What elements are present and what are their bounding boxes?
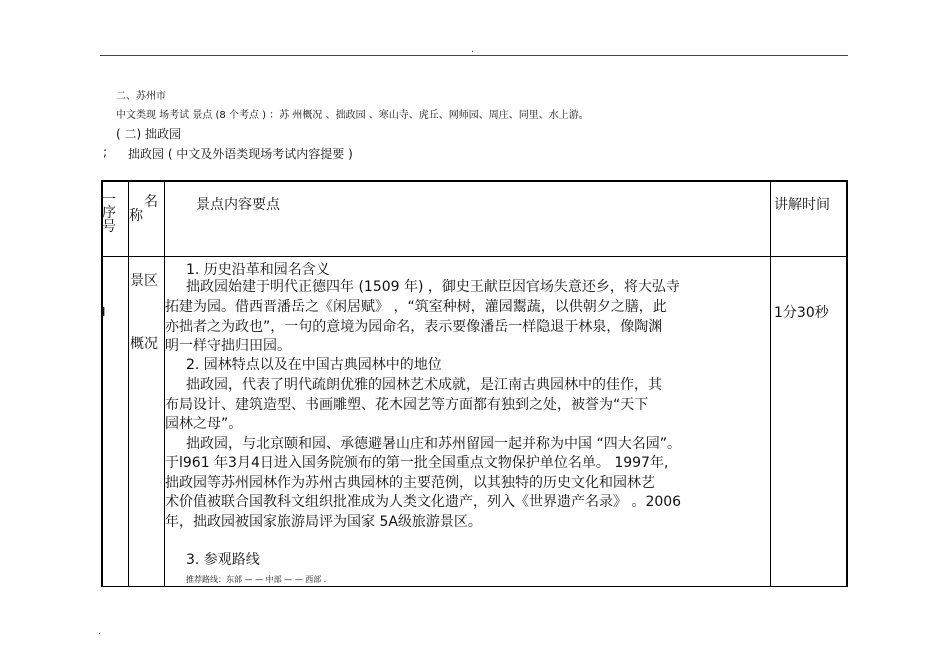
col-divider-content <box>770 182 771 586</box>
content-line: 推荐路线：东部 — — 中部 — — 西部 . <box>186 575 327 584</box>
content-line: 3. 参观路线 <box>186 552 260 568</box>
header-dot: . <box>471 44 475 55</box>
content-line: 拙政园等苏州园林作为苏州古典园林的主要范例，以其独特的历史文化和园林艺 <box>165 475 655 491</box>
table-right-border <box>846 180 848 587</box>
content-line: 布局设计、建筑造型、书画雕塑、花木园艺等方面都有独到之处，被誉为“天下 <box>165 397 649 413</box>
header-index-c: 号 <box>102 219 116 235</box>
content-line: 年，拙政园被国家旅游局评为国家 5A级旅游景区。 <box>165 514 482 530</box>
table-bottom-border <box>101 586 848 587</box>
table-left-border <box>101 180 106 587</box>
content-line: 拙政园，代表了明代疏朗优雅的园林艺术成就，是江南古典园林中的佳作，其 <box>186 377 662 393</box>
row-name-bottom: 概况 <box>130 336 158 352</box>
header-rule <box>100 55 848 56</box>
header-name-a: 名 <box>144 194 158 210</box>
content-line: 于l961 年3月4日进入国务院颁布的第一批全国重点文物保护单位名单。 1997年, <box>165 455 669 471</box>
header-index-a: 一 <box>102 192 116 208</box>
semicolon-mark: ; <box>103 145 108 159</box>
content-line: 术价值被联合国教科文组织批准成为人类文化遗产，列入《世界遗产名录》 。2006 <box>165 494 682 510</box>
header-separator <box>101 256 847 257</box>
header-name-b: 称 <box>129 208 143 224</box>
content-line: 拙政园始建于明代正德四年 (1509 年) ，御史王献臣因官场失意还乡，将大弘寺 <box>186 279 680 295</box>
content-line: 拙政园，与北京颐和园、承德避暑山庄和苏州留园一起并称为中国 “四大名园”。 <box>186 436 681 452</box>
header-index-b: 序 <box>102 205 116 221</box>
document-title: 拙政园 ( 中文及外语类现场考试内容提要 ) <box>128 147 353 161</box>
header-time: 讲解时间 <box>774 197 830 213</box>
row-name-top: 景区 <box>130 273 158 289</box>
content-line: 2. 园林特点以及在中国古典园林中的地位 <box>186 357 442 373</box>
col-divider-index <box>128 182 129 586</box>
content-line: 亦拙者之为政也”，一句的意境为园命名，表示要像潘岳一样隐退于林泉，像陶渊 <box>165 319 663 335</box>
content-line: 明一样守拙归田园。 <box>165 338 291 354</box>
section-heading: 二、苏州市 <box>116 91 166 102</box>
exam-scope-line: 中文类现 场考试 景点 (8 个考点 ) ：苏 州概况 、拙政园 、寒山寺、虎丘、网师园、周庄、同里、水上游。 <box>116 110 589 121</box>
table-top-border <box>101 180 847 182</box>
row-time: 1分30秒 <box>774 305 829 321</box>
content-line: 园林之母”。 <box>165 416 243 432</box>
content-line: 1. 历史沿革和园名含义 <box>186 262 330 278</box>
content-line: 拓建为园。借西晋潘岳之《闲居赋》 ，“筑室种树，灌园鬻蔬，以供朝夕之膳，此 <box>165 299 667 315</box>
footer-dot: . <box>98 626 102 637</box>
row-index-mark: I <box>101 305 106 319</box>
header-content: 景点内容要点 <box>196 197 280 213</box>
sub-title: ( 二) 拙政园 <box>116 127 181 141</box>
